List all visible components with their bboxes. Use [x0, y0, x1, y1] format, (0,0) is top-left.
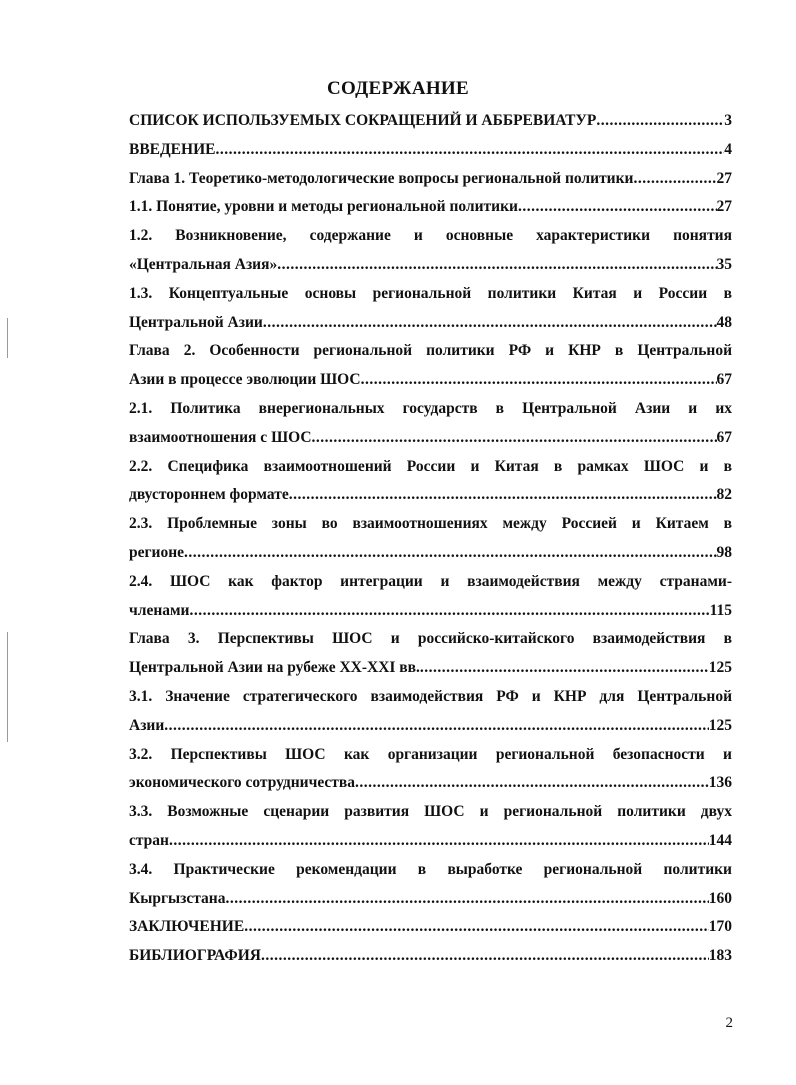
toc-entry-page-number: 136: [708, 774, 732, 792]
toc-entry-text-line: 1.3. Концептуальные основы региональной политики Китая и России в: [129, 284, 732, 302]
toc-entry: [129, 107, 732, 136]
toc-entry-page-number: 67: [716, 428, 732, 446]
toc-entry-leader-line: [129, 913, 732, 942]
toc-entry-title: СПИСОК ИСПОЛЬЗУЕМЫХ СОКРАЩЕНИЙ И АББРЕВИАТУР: [129, 112, 597, 129]
toc-entry-text-line: 2.3. Проблемные зоны во взаимоотношениях между Россией и Китаем в: [129, 515, 732, 533]
toc-entry: [129, 683, 732, 741]
toc-entry-page-number: 4: [724, 140, 732, 158]
toc-entry-page-number: 160: [708, 889, 732, 907]
toc-entry-title: экономического сотрудничества: [129, 774, 356, 792]
dot-leader: [312, 424, 717, 453]
toc-entry: [129, 913, 732, 942]
dot-leader: [518, 193, 717, 222]
toc-title: СОДЕРЖАНИЕ: [327, 78, 469, 99]
toc-entry-title: ВВЕДЕНИЕ: [129, 140, 216, 158]
dot-leader: [164, 712, 708, 741]
toc-entry-title: ЗАКЛЮЧЕНИЕ: [129, 918, 245, 936]
toc-entry-leader-line: [129, 251, 732, 280]
toc-entry-text-line: 3.4. Практические рекомендации в выработке региональной политики: [129, 860, 732, 878]
toc-entry-title: Азии в процессе эволюции ШОС: [129, 371, 361, 389]
toc-entry-page-number: 35: [716, 255, 732, 273]
toc-entry-text-line: 1.2. Возникновение, содержание и основные характеристики понятия: [129, 227, 732, 245]
toc-entry-text-line: 3.3. Возможные сценарии развития ШОС и региональной политики двух: [129, 803, 732, 821]
toc-entry-text-line: Глава 3. Перспективы ШОС и российско-китайского взаимодействия в: [129, 630, 732, 648]
toc-entry-page-number: 115: [709, 601, 732, 619]
toc-entry: [129, 193, 732, 222]
toc-entry: [129, 222, 732, 280]
toc-entry-leader-line: [129, 193, 732, 222]
toc-entry-leader-line: [129, 539, 732, 568]
toc-entry-page-number: 125: [708, 716, 732, 734]
toc-entry-page-number: 170: [708, 918, 732, 936]
toc-entry-title: Центральной Азии на рубеже XX-XXI вв.: [129, 659, 420, 677]
toc-entry: [129, 337, 732, 395]
toc-entry-leader-line: [129, 366, 732, 395]
dot-leader: [355, 769, 709, 798]
scan-margin-mark: [7, 632, 8, 742]
toc-entry-leader-line: [129, 136, 732, 165]
toc-entry-leader-line: [129, 165, 732, 194]
toc-entry: [129, 165, 732, 194]
dot-leader: [225, 885, 708, 914]
toc-entry: [129, 453, 732, 511]
toc-entry-leader-line: [129, 654, 732, 683]
toc-entry: [129, 280, 732, 338]
toc-entry-title: 1.1. Понятие, уровни и методы региональной политики: [129, 198, 518, 216]
dot-leader: [596, 107, 724, 136]
toc-entry-page-number: 48: [716, 313, 732, 331]
dot-leader: [244, 913, 709, 942]
toc-entry: [129, 856, 732, 914]
toc-entry-page-number: 82: [716, 486, 732, 504]
toc-entry-leader-line: [129, 769, 732, 798]
toc-entry-leader-line: [129, 481, 732, 510]
toc-entry-text-line: 2.1. Политика внерегиональных государств в Центральной Азии и их: [129, 399, 732, 417]
toc-entry-leader-line: [129, 309, 732, 338]
toc-entry-page-number: 125: [708, 659, 732, 677]
toc-entry-page-number: 183: [708, 947, 732, 965]
toc-entry-leader-line: [129, 885, 732, 914]
dot-leader: [190, 597, 710, 626]
toc-entry-title: «Центральная Азия»: [129, 255, 278, 273]
toc-entry-leader-line: [129, 712, 732, 741]
table-of-contents: [129, 107, 732, 971]
page-number: 2: [725, 1015, 733, 1031]
toc-entry-leader-line: [129, 424, 732, 453]
toc-entry-page-number: 98: [716, 543, 732, 561]
toc-entry-text-line: 2.4. ШОС как фактор интеграции и взаимодействия между странами-: [129, 572, 732, 590]
toc-entry: [129, 510, 732, 568]
toc-entry-title: членами: [129, 601, 190, 619]
toc-entry-leader-line: [129, 597, 732, 626]
toc-entry: [129, 798, 732, 856]
dot-leader: [169, 827, 709, 856]
dot-leader: [289, 481, 717, 510]
toc-entry-title: двустороннем формате: [129, 486, 289, 504]
toc-entry-page-number: 27: [716, 198, 732, 216]
dot-leader: [261, 942, 709, 971]
dot-leader: [633, 165, 716, 194]
toc-entry-text-line: 2.2. Специфика взаимоотношений России и Китая в рамках ШОС и в: [129, 457, 732, 475]
toc-entry: [129, 625, 732, 683]
dot-leader: [277, 251, 716, 280]
toc-entry-title: стран: [129, 831, 169, 849]
toc-entry-leader-line: [129, 107, 732, 136]
toc-entry: [129, 395, 732, 453]
toc-entry-page-number: 27: [716, 169, 732, 187]
toc-entry-title: взаимоотношения с ШОС: [129, 428, 312, 446]
toc-entry-title: БИБЛИОГРАФИЯ: [129, 947, 261, 965]
toc-entry-title: регионе: [129, 543, 185, 561]
toc-entry-title: Азии: [129, 716, 165, 734]
toc-entry-title: Центральной Азии: [129, 313, 263, 331]
scan-margin-mark: [7, 318, 8, 358]
toc-entry-text-line: 3.1. Значение стратегического взаимодействия РФ и КНР для Центральной: [129, 687, 732, 705]
toc-entry-title: Кыргызстана: [129, 889, 226, 907]
toc-entry-page-number: 67: [716, 371, 732, 389]
toc-entry-page-number: 3: [724, 112, 732, 129]
toc-entry: [129, 568, 732, 626]
dot-leader: [420, 654, 709, 683]
dot-leader: [184, 539, 716, 568]
toc-entry-leader-line: [129, 827, 732, 856]
dot-leader: [263, 309, 717, 338]
toc-entry: [129, 741, 732, 799]
toc-entry: [129, 136, 732, 165]
dot-leader: [361, 366, 717, 395]
toc-entry: [129, 942, 732, 971]
toc-entry-page-number: 144: [708, 831, 732, 849]
toc-entry-text-line: 3.2. Перспективы ШОС как организации региональной безопасности и: [129, 745, 732, 763]
dot-leader: [215, 136, 724, 165]
toc-entry-title: Глава 1. Теоретико-методологические вопросы региональной политики: [129, 169, 634, 187]
toc-entry-text-line: Глава 2. Особенности региональной политики РФ и КНР в Центральной: [129, 342, 732, 360]
toc-entry-leader-line: [129, 942, 732, 971]
